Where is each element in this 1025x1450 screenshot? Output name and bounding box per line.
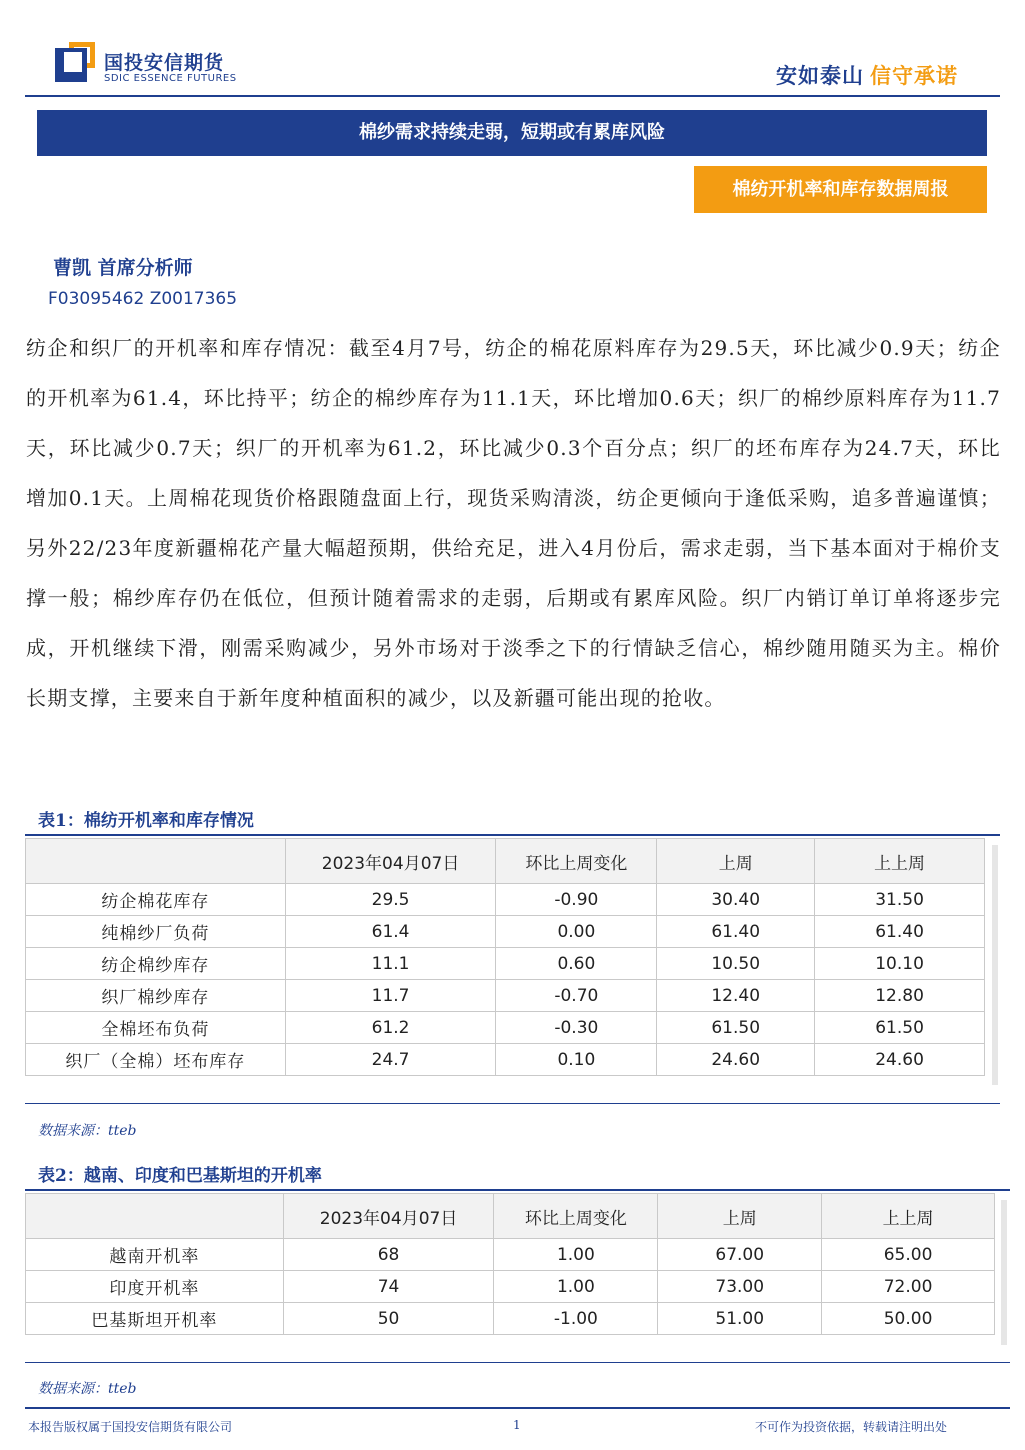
row-label-cell: 纺企棉纱库存: [26, 948, 286, 980]
table1-header-cell: 上上周: [815, 839, 985, 884]
value-cell: 31.50: [815, 884, 985, 916]
value-cell: 10.50: [657, 948, 815, 980]
value-cell: -0.30: [496, 1012, 657, 1044]
table-row: [26, 948, 985, 980]
logo-chinese-name: 国投安信期货: [104, 52, 225, 74]
row-label-cell: 织厂棉纱库存: [26, 980, 286, 1012]
table-row: [26, 1239, 995, 1271]
value-cell: 72.00: [822, 1271, 995, 1303]
table2-bottom-rule: [25, 1362, 1010, 1363]
table2-header-cell: 2023年04月07日: [283, 1194, 494, 1239]
table2-header-cell: [26, 1194, 284, 1239]
company-logo-mark: [55, 42, 99, 82]
value-cell: 67.00: [658, 1239, 822, 1271]
value-cell: 61.40: [657, 916, 815, 948]
value-cell: 61.4: [285, 916, 496, 948]
table1-header-cell: 环比上周变化: [496, 839, 657, 884]
logo-english-name: SDIC ESSENCE FUTURES: [104, 73, 237, 84]
value-cell: 61.2: [285, 1012, 496, 1044]
table1-header-cell: 上周: [657, 839, 815, 884]
value-cell: 50: [283, 1303, 494, 1335]
value-cell: -0.70: [496, 980, 657, 1012]
report-subtitle: 棉纺开机率和库存数据周报: [694, 166, 987, 213]
value-cell: 74: [283, 1271, 494, 1303]
table1-header-cell: [26, 839, 286, 884]
table-row: [26, 916, 985, 948]
value-cell: 24.7: [285, 1044, 496, 1076]
footer-copyright: 本报告版权属于国投安信期货有限公司: [28, 1420, 233, 1434]
value-cell: -0.90: [496, 884, 657, 916]
table1: [25, 838, 985, 1076]
table2-top-rule: [25, 1189, 1010, 1191]
value-cell: 29.5: [285, 884, 496, 916]
table-row: [26, 1044, 985, 1076]
value-cell: 0.00: [496, 916, 657, 948]
table2-header-cell: 上上周: [822, 1194, 995, 1239]
value-cell: 11.7: [285, 980, 496, 1012]
table-row: [26, 1012, 985, 1044]
row-label-cell: 织厂（全棉）坯布库存: [26, 1044, 286, 1076]
row-label-cell: 全棉坯布负荷: [26, 1012, 286, 1044]
header-divider: [25, 95, 1000, 97]
table2-header-cell: 环比上周变化: [494, 1194, 658, 1239]
value-cell: 1.00: [494, 1239, 658, 1271]
table2: [25, 1193, 995, 1335]
value-cell: 61.50: [815, 1012, 985, 1044]
table-row: [26, 980, 985, 1012]
value-cell: 12.40: [657, 980, 815, 1012]
value-cell: 68: [283, 1239, 494, 1271]
slogan: [776, 60, 958, 90]
value-cell: 10.10: [815, 948, 985, 980]
table2-header-row: [26, 1194, 995, 1239]
row-label-cell: 越南开机率: [26, 1239, 284, 1271]
table1-top-rule: [25, 834, 1000, 836]
report-title: 棉纱需求持续走弱，短期或有累库风险: [37, 110, 987, 156]
table2-title: 表2：越南、印度和巴基斯坦的开机率: [38, 1166, 322, 1186]
table1-shadow: [992, 845, 998, 1085]
value-cell: 73.00: [658, 1271, 822, 1303]
value-cell: 12.80: [815, 980, 985, 1012]
value-cell: 24.60: [815, 1044, 985, 1076]
table-row: [26, 1271, 995, 1303]
value-cell: 1.00: [494, 1271, 658, 1303]
page-number: 1: [513, 1418, 521, 1432]
author-name: 曹凯 首席分析师: [53, 257, 193, 279]
table1-bottom-rule: [25, 1103, 1000, 1104]
value-cell: 51.00: [658, 1303, 822, 1335]
value-cell: 65.00: [822, 1239, 995, 1271]
summary-paragraph: 纺企和织厂的开机率和库存情况：截至4月7号，纺企的棉花原料库存为29.5天，环比减少0.9天；纺企的开机率为61.4，环比持平；纺企的棉纱库存为11.1天，环比增加0.6天；织厂的棉纱原料库存为11.7天，环比减少0.7天；织厂的开机率为61.2，环比减少0.3个百分点；织厂的坯布库存为24.7天，环比增加0.1天。上周棉花现货价格跟随盘面上行，现货采购清淡，纺企更倾向于逢低采购，追多普遍谨慎；另外22/23年度新疆棉花产量大幅超预期，供给充足，进入4月份后，需求走弱，当下基本面对于棉价支撑一般；棉纱库存仍在低位，但预计随着需求的走弱，后期或有累库风险。织厂内销订单订单将逐步完成，开机继续下滑，刚需采购减少，另外市场对于淡季之下的行情缺乏信心，棉纱随用随买为主。棉价长期支撑，主要来自于新年度种植面积的减少，以及新疆可能出现的抢收。: [26, 336, 1001, 710]
table2-shadow: [1001, 1200, 1007, 1345]
table1-header-cell: 2023年04月07日: [285, 839, 496, 884]
table2-header-cell: 上周: [658, 1194, 822, 1239]
table1-header-row: [26, 839, 985, 884]
value-cell: 0.10: [496, 1044, 657, 1076]
row-label-cell: 印度开机率: [26, 1271, 284, 1303]
value-cell: 30.40: [657, 884, 815, 916]
slogan-part2: 信守承诺: [870, 64, 958, 88]
table-row: [26, 884, 985, 916]
value-cell: 61.50: [657, 1012, 815, 1044]
value-cell: 50.00: [822, 1303, 995, 1335]
value-cell: 11.1: [285, 948, 496, 980]
author-codes: F03095462 Z0017365: [48, 289, 238, 309]
value-cell: 0.60: [496, 948, 657, 980]
table-row: [26, 1303, 995, 1335]
row-label-cell: 纯棉纱厂负荷: [26, 916, 286, 948]
footer-divider: [25, 1407, 1010, 1409]
row-label-cell: 纺企棉花库存: [26, 884, 286, 916]
row-label-cell: 巴基斯坦开机率: [26, 1303, 284, 1335]
value-cell: -1.00: [494, 1303, 658, 1335]
table2-source: 数据来源：tteb: [38, 1381, 137, 1397]
slogan-part1: 安如泰山: [776, 64, 864, 88]
table1-source: 数据来源：tteb: [38, 1123, 137, 1139]
table1-title: 表1：棉纺开机率和库存情况: [38, 811, 254, 831]
value-cell: 61.40: [815, 916, 985, 948]
value-cell: 24.60: [657, 1044, 815, 1076]
footer-disclaimer: 不可作为投资依据，转载请注明出处: [755, 1420, 948, 1434]
